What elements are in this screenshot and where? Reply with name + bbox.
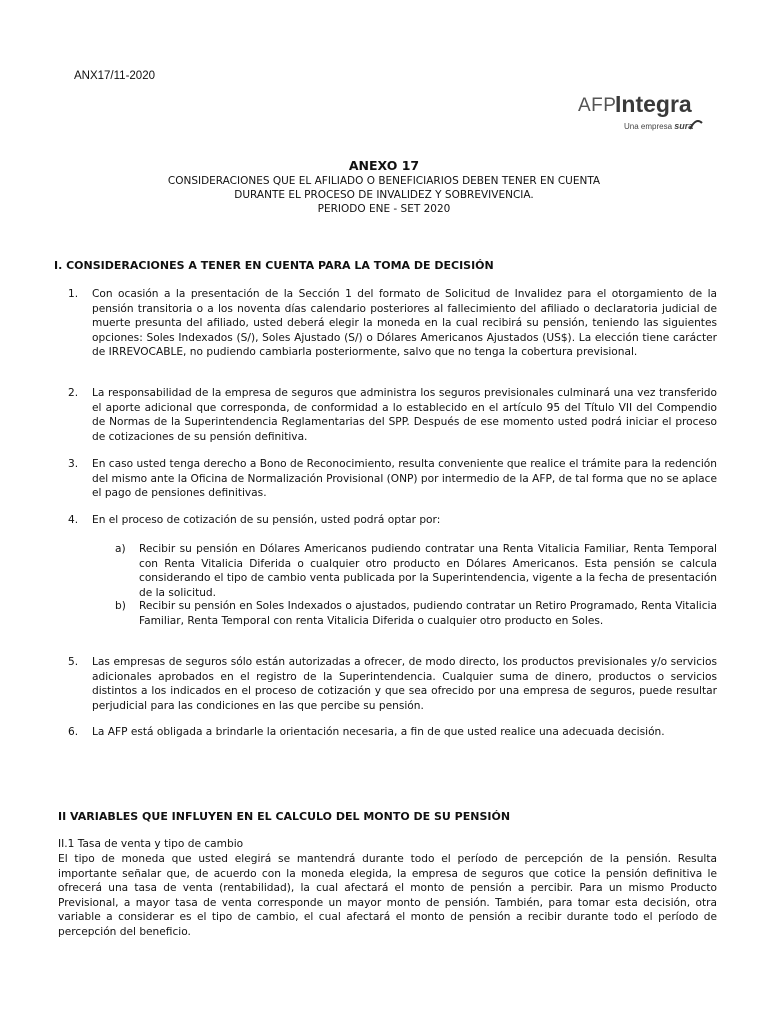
sub-item-b-text: Recibir su pensión en Soles Indexados o ajustados, pudiendo contratar un Retiro Programado, Renta Vitalicia Familiar, Renta Temporal con renta Vitalicia Diferida o cualquier otro producto en Soles. <box>139 600 717 627</box>
sub-item-a-letter: a) <box>115 543 126 555</box>
item-6-text: La AFP está obligada a brindarle la orientación necesaria, a fin de que usted realice una adecuada decisión. <box>92 726 665 738</box>
logo-afp-text: AFP <box>578 95 617 116</box>
logo-integra-text: Integra <box>615 91 692 117</box>
item-3-number: 3. <box>68 458 79 470</box>
item-5-text: Las empresas de seguros sólo están autorizadas a ofrecer, de modo directo, los productos previsionales y/o servicios adicionales aprobados en el registro de la Superintendencia. Cualquier suma de dinero, productos o servicios distintos a los indicados en el proceso de cotización y que sea ofrecido por una empresa de seguros, puede resultar perjudicial para las condiciones en las que percibe su pensión. <box>92 656 717 712</box>
section-2-subtitle: II.1 Tasa de venta y tipo de cambio <box>58 838 244 850</box>
item-1-text: Con ocasión a la presentación de la Sección 1 del formato de Solicitud de Invalidez para el otorgamiento de la pensión transitoria o a los noventa días calendario posteriores al fallecimiento del afiliado o declaratoria judicial de muerte presunta del afiliado, usted deberá elegir la moneda en la cual recibirá su pensión, teniendo las siguientes opciones: Soles Indexados (S/), Soles Ajustado (S/) o Dólares Americanos Ajustados (US$). La elección tiene carácter de IRREVOCABLE, no pudiendo cambiarla posteriormente, salvo que no tenga la cobertura previsional. <box>92 288 717 359</box>
item-1-number: 1. <box>68 288 79 300</box>
item-4-number: 4. <box>68 514 79 526</box>
afp-integra-logo <box>578 91 708 137</box>
logo-tagline <box>624 121 693 131</box>
logo-sura-text: sura <box>674 121 694 131</box>
sub-item-a-text: Recibir su pensión en Dólares Americanos pudiendo contratar una Renta Vitalicia Familiar, Renta Temporal con Renta Vitalicia Diferida o cualquier otro producto en Dólares Americanos. Esta pensión se calcula considerando el tipo de cambio venta publicada por la Superintendencia, vigente a la fecha de presentación de la solicitud. <box>139 543 717 599</box>
item-5-number: 5. <box>68 656 79 668</box>
document-code: ANX17/11-2020 <box>74 70 155 82</box>
item-6-number: 6. <box>68 726 79 738</box>
item-4-text: En el proceso de cotización de su pensión, usted podrá optar por: <box>92 514 441 526</box>
item-2-text: La responsabilidad de la empresa de seguros que administra los seguros previsionales culminará una vez transferido el aporte adicional que corresponda, de conformidad a lo establecido en el artículo 95 del Título VII del Compendio de Normas de la Superintendencia Reglamentarias del SPP. Después de ese momento usted podrá iniciar el proceso de cotizaciones de su pensión definitiva. <box>92 387 717 443</box>
header-line-2: DURANTE EL PROCESO DE INVALIDEZ Y SOBREVIVENCIA. <box>234 189 534 201</box>
item-2-number: 2. <box>68 387 79 399</box>
header-line-1: CONSIDERACIONES QUE EL AFILIADO O BENEFICIARIOS DEBEN TENER EN CUENTA <box>167 175 601 187</box>
sub-item-b-letter: b) <box>115 600 126 612</box>
section-1-title: I. CONSIDERACIONES A TENER EN CUENTA PARA LA TOMA DE DECISIÓN <box>54 259 494 272</box>
logo-tagline-text: Una empresa <box>624 122 673 131</box>
section-2-title: II VARIABLES QUE INFLUYEN EN EL CALCULO DEL MONTO DE SU PENSIÓN <box>58 810 511 823</box>
section-2-paragraph: El tipo de moneda que usted elegirá se mantendrá durante todo el período de percepción de la pensión. Resulta importante señalar que, de acuerdo con la moneda elegida, la empresa de seguros que cotice la pensión definitiva le ofrecerá una tasa de venta (rentabilidad), la cual afectará el monto de pensión a percibir. Para un mismo Producto Previsional, a mayor tasa de venta corresponde un mayor monto de pensión. También, para tomar esta decisión, otra variable a considerar es el tipo de cambio, el cual afectará el monto de pensión a recibir durante todo el período de percepción del beneficio. <box>58 853 717 938</box>
item-3-text: En caso usted tenga derecho a Bono de Reconocimiento, resulta conveniente que realice el trámite para la redención del mismo ante la Oficina de Normalización Provisional (ONP) por intermedio de la AFP, de tal forma que no se aplace el pago de pensiones definitivas. <box>92 458 717 500</box>
document-header <box>0 158 768 216</box>
annex-title: ANEXO 17 <box>348 158 420 173</box>
header-line-3: PERIODO ENE - SET 2020 <box>317 203 451 215</box>
sura-mark-icon <box>688 119 704 131</box>
